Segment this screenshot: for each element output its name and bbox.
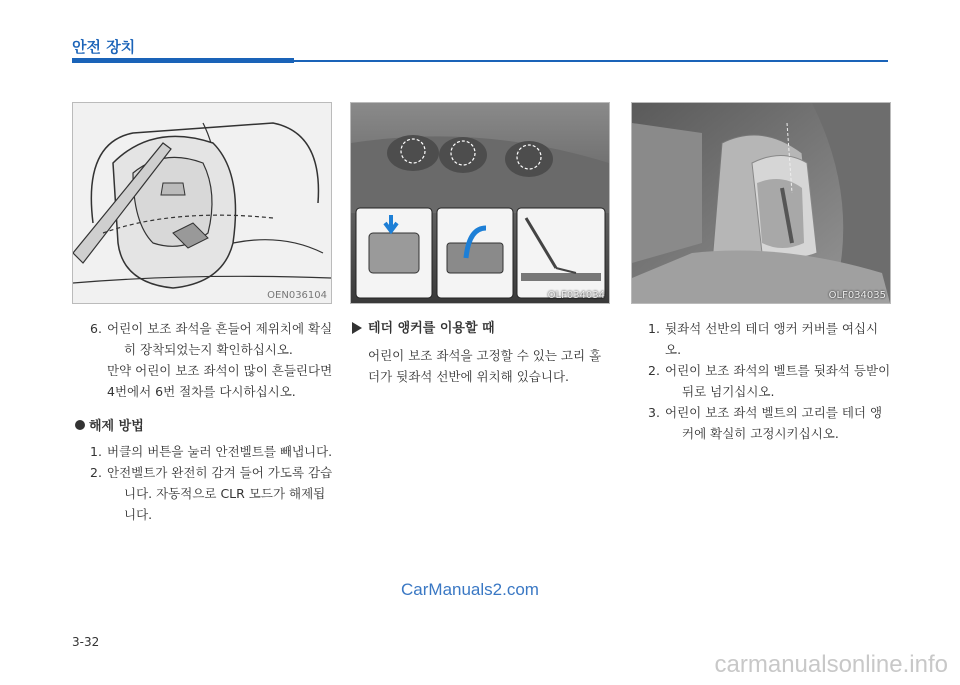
tether-heading (352, 318, 610, 339)
release-heading (75, 416, 335, 437)
step-number: 1. (90, 444, 102, 459)
seatbelt-illustration (73, 103, 331, 303)
step-text-line: 어린이 보조 좌석의 벨트를 뒷좌석 등받이 (665, 363, 891, 378)
figure-seatbelt-drawing (72, 102, 332, 304)
step-number: 2. (648, 363, 660, 378)
figure-code: OLF034035 (828, 290, 886, 301)
step-text-line: 버클의 버튼을 눌러 안전벨트를 빼냅니다. (107, 444, 333, 459)
step-6 (90, 318, 335, 402)
column-left (90, 318, 335, 525)
header-rule (294, 60, 888, 62)
release-step-1 (90, 441, 335, 462)
step-text-line: 뒷좌석 선반의 테더 앵커 커버를 여십시오. (665, 321, 879, 357)
column-middle (352, 318, 610, 387)
release-heading-text: 해제 방법 (89, 419, 144, 434)
header-accent-bar (72, 58, 294, 63)
figure-tether-anchor-photo (350, 102, 610, 304)
watermark-link[interactable]: CarManuals2.com (401, 580, 539, 599)
step-text-line: 니다. 자동적으로 CLR 모드가 해제됩니다. (124, 486, 326, 522)
bullet-dot-icon (75, 420, 85, 430)
step-number: 6. (90, 321, 102, 336)
step-text-line: 안전벨트가 완전히 감겨 들어 가도록 감습 (107, 465, 333, 480)
step-number: 1. (648, 321, 660, 336)
step-number: 3. (648, 405, 660, 420)
step-text-line: 어린이 보조 좌석을 흔들어 제위치에 확실 (107, 321, 333, 336)
step-text-line: 히 장착되었는지 확인하십시오. (124, 342, 293, 357)
tether-step-2 (648, 360, 893, 402)
watermark-site: carmanualsonline.info (714, 651, 948, 678)
step-text-line: 어린이 보조 좌석 벨트의 고리를 테더 앵 (665, 405, 883, 420)
tether-anchor-illustration (351, 103, 609, 303)
step-text-line: 4번에서 6번 절차를 다시하십시오. (107, 384, 296, 399)
column-right (648, 318, 893, 444)
figure-code: OLF034034 (547, 290, 605, 301)
release-step-2 (90, 462, 335, 525)
tether-text-line: 더가 뒷좌석 선반에 위치해 있습니다. (368, 369, 569, 384)
tether-text-line: 어린이 보조 좌석을 고정할 수 있는 고리 홀 (368, 348, 602, 363)
tether-heading-text: 테더 앵커를 이용할 때 (368, 321, 495, 336)
tether-step-1 (648, 318, 893, 360)
child-seat-illustration (632, 103, 890, 303)
step-text-line: 커에 확실히 고정시키십시오. (682, 426, 839, 441)
tether-step-3 (648, 402, 893, 444)
step-number: 2. (90, 465, 102, 480)
figure-child-seat-photo (631, 102, 891, 304)
figure-code: OEN036104 (267, 290, 327, 301)
page-number: 3-32 (72, 635, 100, 649)
triangle-bullet-icon (352, 322, 362, 334)
step-text-line: 만약 어린이 보조 좌석이 많이 흔들린다면 (107, 363, 333, 378)
section-title: 안전 장치 (72, 38, 136, 56)
step-text-line: 뒤로 넘기십시오. (682, 384, 775, 399)
